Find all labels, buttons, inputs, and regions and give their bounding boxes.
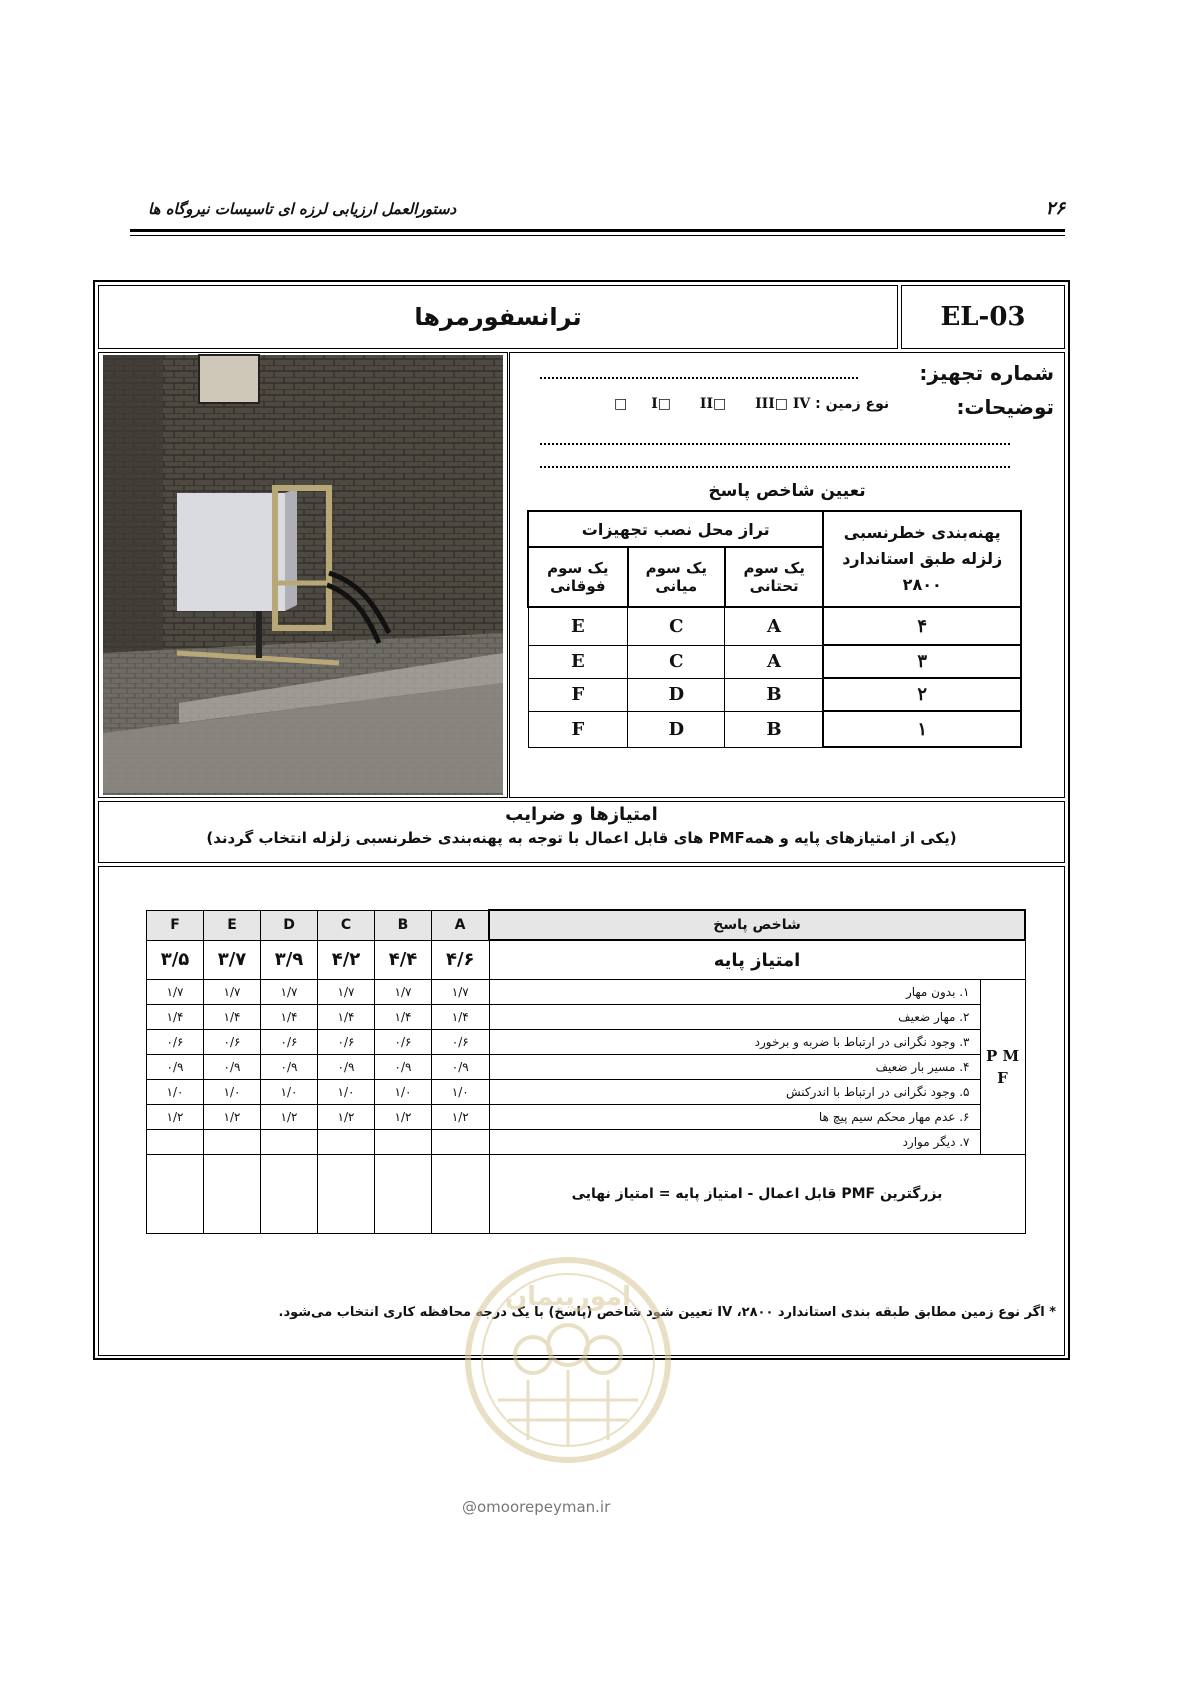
response-index-label: شاخص پاسخ xyxy=(489,910,1025,940)
pmf-value[interactable]: ۱/۷ xyxy=(261,980,318,1005)
base-score-label: امتیاز پایه xyxy=(489,940,1025,980)
notes-line-2[interactable] xyxy=(540,466,1010,468)
pmf-value[interactable]: ۱/۰ xyxy=(261,1080,318,1105)
zone-cell: B xyxy=(725,711,824,747)
pmf-description: ۲. مهار ضعیف xyxy=(489,1005,980,1030)
pmf-value[interactable] xyxy=(318,1130,375,1155)
soil-option-iv[interactable]: IV□ xyxy=(614,396,811,412)
zone-cell: A xyxy=(725,645,824,678)
zone-cell: B xyxy=(725,678,824,711)
zone-cell: D xyxy=(628,678,725,711)
col-upper-third: یک سوم فوقانی xyxy=(528,547,628,607)
scores-heading: امتیازها و ضرایب xyxy=(505,804,658,825)
equipment-number-label: شماره تجهیز: xyxy=(919,361,1054,385)
pmf-row xyxy=(147,1105,1026,1130)
pmf-description: ۵. وجود نگرانی در ارتباط با اندرکنش xyxy=(489,1080,980,1105)
final-score-cell[interactable] xyxy=(318,1155,375,1234)
zone-number: ۱ xyxy=(823,711,1021,747)
zone-row xyxy=(528,678,1021,711)
scores-section-header xyxy=(98,801,1065,863)
pmf-row xyxy=(147,1080,1026,1105)
pmf-value[interactable]: ۰/۶ xyxy=(432,1030,490,1055)
zone-cell: C xyxy=(628,607,725,645)
pmf-value[interactable]: ۰/۶ xyxy=(204,1030,261,1055)
soil-type xyxy=(590,396,889,412)
pmf-label: P M F xyxy=(980,980,1025,1155)
pmf-value[interactable] xyxy=(147,1130,204,1155)
base-score-row xyxy=(147,940,1026,980)
pmf-value[interactable]: ۱/۲ xyxy=(318,1105,375,1130)
col-middle-third: یک سوم میانی xyxy=(628,547,725,607)
pmf-value[interactable]: ۰/۹ xyxy=(147,1055,204,1080)
pmf-value[interactable]: ۰/۶ xyxy=(261,1030,318,1055)
info-panel xyxy=(509,352,1065,798)
pmf-description: ۴. مسیر بار ضعیف xyxy=(489,1055,980,1080)
pmf-value[interactable]: ۱/۴ xyxy=(375,1005,432,1030)
zone-number: ۳ xyxy=(823,645,1021,678)
zone-number: ۴ xyxy=(823,607,1021,645)
header-rule-thin xyxy=(130,235,1065,236)
notes-line-1[interactable] xyxy=(540,443,1010,445)
scores-subheading: (یکی از امتیازهای پایه و همهPMF های قابل اعمال با توجه به پهنه‌بندی خطرنسبی زلزله انتخاب گردند) xyxy=(206,829,957,847)
pmf-value[interactable]: ۱/۷ xyxy=(432,980,490,1005)
pmf-row xyxy=(147,1030,1026,1055)
pmf-value[interactable] xyxy=(204,1130,261,1155)
zone-number: ۲ xyxy=(823,678,1021,711)
card-title: ترانسفورمرها xyxy=(98,285,898,349)
response-index-table xyxy=(527,510,1022,748)
zone-cell: F xyxy=(528,678,628,711)
pmf-value[interactable]: ۱/۲ xyxy=(375,1105,432,1130)
pmf-value[interactable]: ۰/۹ xyxy=(318,1055,375,1080)
pmf-value[interactable]: ۰/۶ xyxy=(375,1030,432,1055)
letter-header: E xyxy=(204,910,261,940)
zone-cell: D xyxy=(628,711,725,747)
footnote: * اگر نوع زمین مطابق طبقه بندی استاندارد ۲۸۰۰، IV تعیین شود شاخص (پاسخ) با یک درجه محافظه کاری انتخاب می‌شود. xyxy=(278,1305,1056,1320)
pmf-description: ۶. عدم مهار محکم سیم پیچ ها xyxy=(489,1105,980,1130)
base-score: ۳/۵ xyxy=(147,940,204,980)
pmf-value[interactable]: ۱/۷ xyxy=(147,980,204,1005)
col-lower-third: یک سوم تحتانی xyxy=(725,547,824,607)
base-score: ۴/۴ xyxy=(375,940,432,980)
level-header: تراز محل نصب تجهیزات xyxy=(528,511,823,547)
base-score: ۳/۹ xyxy=(261,940,318,980)
final-score-formula: بزرگترین PMF قابل اعمال - امتیاز پایه = امتیاز نهایی xyxy=(489,1155,1025,1234)
pmf-value[interactable]: ۱/۴ xyxy=(204,1005,261,1030)
pmf-value[interactable] xyxy=(375,1130,432,1155)
pmf-value[interactable]: ۱/۰ xyxy=(147,1080,204,1105)
pmf-value[interactable]: ۱/۲ xyxy=(204,1105,261,1130)
pmf-value[interactable]: ۱/۰ xyxy=(318,1080,375,1105)
pmf-value[interactable]: ۰/۹ xyxy=(204,1055,261,1080)
pmf-table xyxy=(146,909,1026,1234)
soil-option-ii[interactable]: II□ xyxy=(699,396,727,412)
equipment-code: EL-03 xyxy=(901,285,1065,349)
soil-type-label: نوع زمین : xyxy=(815,396,890,412)
pmf-value[interactable]: ۰/۶ xyxy=(147,1030,204,1055)
header-rule xyxy=(130,229,1065,232)
transformer-photo xyxy=(99,353,507,797)
letter-header: A xyxy=(432,910,490,940)
equipment-card xyxy=(93,280,1070,1360)
pmf-value[interactable]: ۱/۰ xyxy=(432,1080,490,1105)
pmf-value[interactable]: ۱/۴ xyxy=(147,1005,204,1030)
pmf-value[interactable]: ۱/۷ xyxy=(375,980,432,1005)
zone-cell: A xyxy=(725,607,824,645)
pmf-row xyxy=(147,1130,1026,1155)
pmf-description: ۱. بدون مهار xyxy=(489,980,980,1005)
equipment-photo xyxy=(98,352,508,798)
pmf-value[interactable]: ۱/۰ xyxy=(375,1080,432,1105)
pmf-value[interactable]: ۰/۹ xyxy=(375,1055,432,1080)
zone-row xyxy=(528,607,1021,645)
zone-row xyxy=(528,645,1021,678)
letter-header: D xyxy=(261,910,318,940)
zone-row xyxy=(528,711,1021,747)
document-title: دستورالعمل ارزیابی لرزه ای تاسیسات نیروگاه ها xyxy=(148,200,457,218)
pmf-value[interactable]: ۱/۰ xyxy=(204,1080,261,1105)
final-score-cell[interactable] xyxy=(147,1155,204,1234)
pmf-value[interactable]: ۰/۹ xyxy=(261,1055,318,1080)
pmf-row xyxy=(147,1005,1026,1030)
pmf-value[interactable] xyxy=(432,1130,490,1155)
base-score: ۳/۷ xyxy=(204,940,261,980)
letter-header: F xyxy=(147,910,204,940)
pmf-value[interactable]: ۱/۴ xyxy=(318,1005,375,1030)
watermark-url: @omoorepeyman.ir xyxy=(462,1498,611,1516)
zone-cell: F xyxy=(528,711,628,747)
pmf-value[interactable]: ۱/۲ xyxy=(147,1105,204,1130)
pmf-value[interactable]: ۰/۶ xyxy=(318,1030,375,1055)
pmf-value[interactable]: ۱/۷ xyxy=(318,980,375,1005)
pmf-description: ۷. دیگر موارد xyxy=(489,1130,980,1155)
pmf-value[interactable]: ۱/۴ xyxy=(261,1005,318,1030)
final-score-cell[interactable] xyxy=(204,1155,261,1234)
response-heading: تعیین شاخص پاسخ xyxy=(708,481,866,501)
pmf-description: ۳. وجود نگرانی در ارتباط با ضربه و برخورد xyxy=(489,1030,980,1055)
pmf-value[interactable]: ۱/۴ xyxy=(432,1005,490,1030)
page-number: ۲۶ xyxy=(1045,198,1065,219)
pmf-value[interactable]: ۱/۷ xyxy=(204,980,261,1005)
pmf-row xyxy=(147,980,1026,1005)
watermark-logo-text: امورپیمان xyxy=(504,1282,632,1312)
pmf-value[interactable] xyxy=(261,1130,318,1155)
final-score-cell[interactable] xyxy=(432,1155,490,1234)
base-score: ۴/۶ xyxy=(432,940,490,980)
pmf-value[interactable]: ۱/۲ xyxy=(432,1105,490,1130)
zone-cell: E xyxy=(528,607,628,645)
pmf-value[interactable]: ۱/۲ xyxy=(261,1105,318,1130)
soil-option-i[interactable]: I□ xyxy=(651,396,672,412)
final-score-cell[interactable] xyxy=(261,1155,318,1234)
watermark-logo xyxy=(458,1250,678,1470)
base-score: ۴/۲ xyxy=(318,940,375,980)
final-score-cell[interactable] xyxy=(375,1155,432,1234)
pmf-row xyxy=(147,1055,1026,1080)
soil-option-iii[interactable]: III□ xyxy=(755,396,788,412)
final-score-row xyxy=(147,1155,1026,1234)
zone-cell: C xyxy=(628,645,725,678)
letter-header: B xyxy=(375,910,432,940)
page-header xyxy=(130,198,1065,228)
zoning-header: پهنه‌بندی خطرنسبی زلزله طبق استاندارد ۲۸۰۰ xyxy=(823,511,1021,607)
zone-cell: E xyxy=(528,645,628,678)
pmf-value[interactable]: ۰/۹ xyxy=(432,1055,490,1080)
letter-header: C xyxy=(318,910,375,940)
equipment-number-field[interactable] xyxy=(540,377,858,379)
notes-label: توضیحات: xyxy=(956,395,1054,419)
